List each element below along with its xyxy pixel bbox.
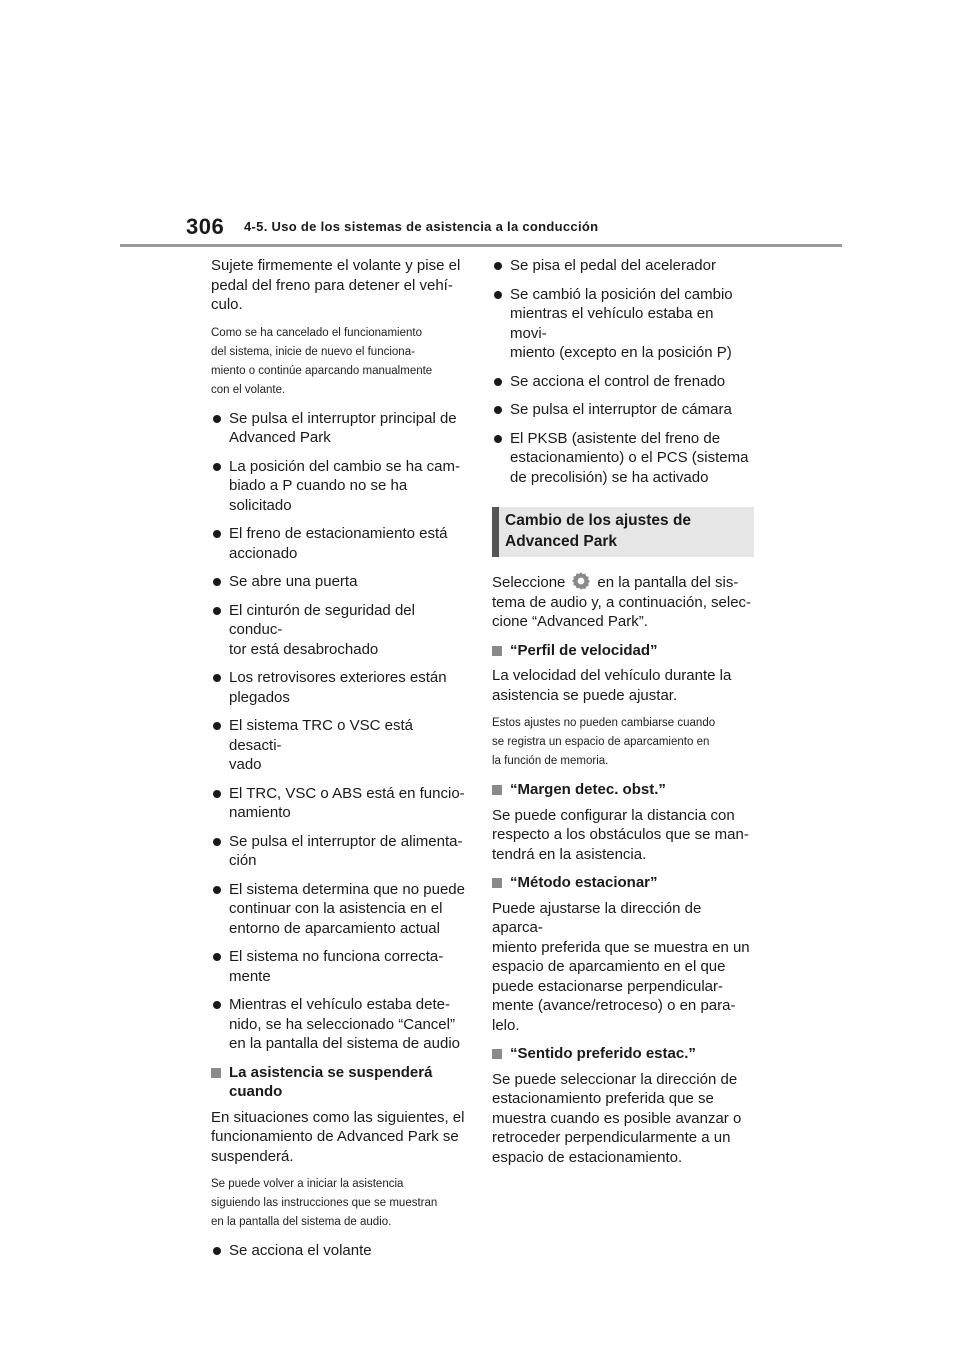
- bullet-icon: [213, 463, 221, 471]
- page-number: 306: [186, 214, 225, 239]
- list-item: El sistema no funciona correcta- mente: [211, 947, 466, 986]
- settings-section-title: Cambio de los ajustes de Advanced Park: [505, 512, 692, 550]
- speed-profile-note: Estos ajustes no pueden cambiarse cuando se registra un espacio de aparcamiento en la función de memoria.: [492, 717, 716, 767]
- suspend-heading: La asistencia se suspenderá cuando: [211, 1063, 466, 1102]
- list-item: La posición del cambio se ha cam- biado a P cuando no se ha solicitado: [211, 457, 466, 516]
- bullet-icon: [213, 674, 221, 682]
- square-bullet-icon: [492, 878, 502, 888]
- list-item: El sistema determina que no puede continuar con la asistencia en el entorno de aparcamiento actual: [211, 880, 466, 939]
- list-item: Mientras el vehículo estaba dete- nido, se ha seleccionado “Cancel” en la pantalla del sistema de audio: [211, 995, 466, 1054]
- bullet-icon: [213, 1247, 221, 1255]
- bullet-icon: [494, 435, 502, 443]
- list-item: El PKSB (asistente del freno de estacionamiento) o el PCS (sistema de precolisión) se ha activado: [492, 429, 754, 488]
- list-item: El sistema TRC o VSC está desacti- vado: [211, 716, 466, 775]
- section-title: 4-5. Uso de los sistemas de asistencia a la conducción: [244, 219, 599, 234]
- speed-profile-paragraph: La velocidad del vehículo durante la asistencia se puede ajustar.: [492, 667, 732, 704]
- bullet-icon: [213, 1001, 221, 1009]
- square-bullet-icon: [492, 646, 502, 656]
- bullet-icon: [494, 406, 502, 414]
- list-item: Los retrovisores exteriores están plegados: [211, 668, 466, 707]
- list-item: Se pisa el pedal del acelerador: [492, 256, 754, 276]
- bullet-icon: [213, 953, 221, 961]
- preferred-direction-paragraph: Se puede seleccionar la dirección de estacionamiento preferida que se muestra cuando es posible avanzar o retroceder perpendicularmente a un espacio de estacionamiento.: [492, 1070, 742, 1166]
- bullet-icon: [213, 415, 221, 423]
- list-item: Se cambió la posición del cambio mientras el vehículo estaba en movi- miento (excepto en la posición P): [492, 285, 754, 363]
- bullet-icon: [213, 578, 221, 586]
- bullet-icon: [494, 378, 502, 386]
- square-bullet-icon: [211, 1068, 221, 1078]
- cancel-note: Como se ha cancelado el funcionamiento del sistema, inicie de nuevo el funciona- miento o continúe aparcando manualmente con el volante.: [211, 326, 433, 396]
- parking-method-heading: “Método estacionar”: [492, 873, 754, 893]
- heading-accent-bar: [492, 507, 499, 557]
- bullet-icon: [213, 530, 221, 538]
- suspend-paragraph: En situaciones como las siguientes, el funcionamiento de Advanced Park se suspenderá.: [211, 1108, 465, 1165]
- obstacle-margin-heading: “Margen detec. obst.”: [492, 780, 754, 800]
- list-item: Se pulsa el interruptor de cámara: [492, 400, 754, 420]
- obstacle-margin-paragraph: Se puede configurar la distancia con respecto a los obstáculos que se man- tendrá en la asistencia.: [492, 806, 749, 863]
- select-paragraph: Seleccione en la pantalla del sis- tema de audio y, a continuación, selec- cione “Advanced Park”.: [492, 571, 754, 632]
- bullet-icon: [494, 262, 502, 270]
- parking-method-paragraph: Puede ajustarse la dirección de aparca- miento preferida que se muestra en un espacio de aparcamiento en el que puede estacionarse perpendicular- mente (avance/retroceso) o en para- lelo.: [492, 899, 750, 1034]
- header-divider: [120, 244, 842, 247]
- list-item: El cinturón de seguridad del conduc- tor está desabrochado: [211, 601, 466, 660]
- square-bullet-icon: [492, 1049, 502, 1059]
- bullet-icon: [213, 722, 221, 730]
- bullet-icon: [213, 838, 221, 846]
- gear-icon: [571, 571, 591, 591]
- list-item: El TRC, VSC o ABS está en funcio- namiento: [211, 784, 466, 823]
- bullet-icon: [213, 790, 221, 798]
- left-column: [211, 256, 466, 1270]
- list-item: El freno de estacionamiento está accionado: [211, 524, 466, 563]
- intro-paragraph: Sujete firmemente el volante y pise el pedal del freno para detener el vehí- culo.: [211, 257, 461, 313]
- list-item: Se abre una puerta: [211, 572, 466, 592]
- bullet-icon: [213, 607, 221, 615]
- right-column: [492, 256, 754, 1176]
- list-item: Se acciona el control de frenado: [492, 372, 754, 392]
- list-item: Se acciona el volante: [211, 1241, 466, 1261]
- square-bullet-icon: [492, 785, 502, 795]
- list-item: Se pulsa el interruptor principal de Advanced Park: [211, 409, 466, 448]
- speed-profile-heading: “Perfil de velocidad”: [492, 641, 754, 661]
- bullet-icon: [213, 886, 221, 894]
- list-item: Se pulsa el interruptor de alimenta- ción: [211, 832, 466, 871]
- preferred-direction-heading: “Sentido preferido estac.”: [492, 1044, 754, 1064]
- restart-note: Se puede volver a iniciar la asistencia siguiendo las instrucciones que se muestran en la pantalla del sistema de audio.: [211, 1178, 438, 1228]
- bullet-icon: [494, 291, 502, 299]
- settings-section-heading: [492, 507, 754, 557]
